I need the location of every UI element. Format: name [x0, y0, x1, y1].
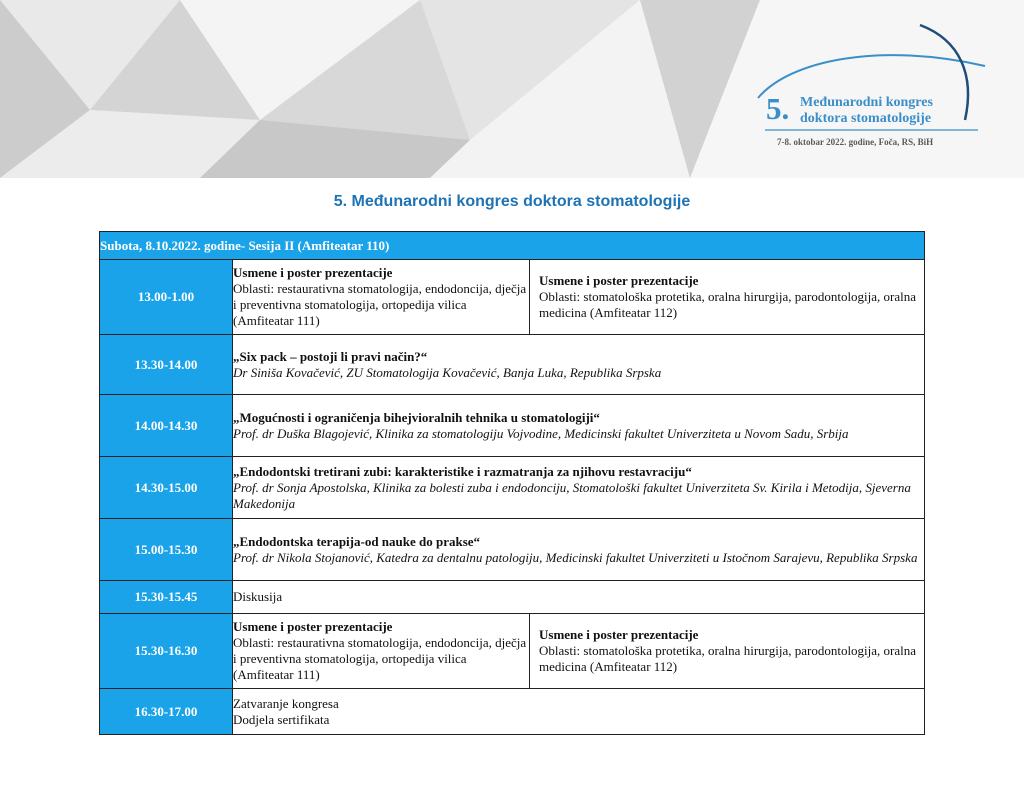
lecture-author: Prof. dr Nikola Stojanović, Katedra za dentalnu patologiju, Medicinski fakultet Univerziteti u Istočnom Sarajevu, Republika Srpska: [233, 549, 918, 565]
time-cell: 16.30-17.00: [100, 689, 233, 735]
session-header: Subota, 8.10.2022. godine- Sesija II (Amfiteatar 110): [100, 232, 925, 260]
lecture-author: Prof. dr Sonja Apostolska, Klinika za bolesti zuba i endodonciju, Stomatološki fakultet Univerziteta Sv. Kirila i Metodija, Sjeverna Makedonija: [233, 479, 911, 511]
content-cell: [233, 457, 925, 519]
table-row: [100, 395, 925, 457]
content-cell: [233, 395, 925, 457]
time-cell: 14.00-14.30: [100, 395, 233, 457]
time-cell: 15.30-15.45: [100, 581, 233, 614]
content-cell-right: [530, 260, 925, 335]
lecture-title: „Six pack – postoji li pravi način?“: [233, 348, 428, 364]
session-title: Usmene i poster prezentacije: [539, 273, 699, 288]
time-cell: 15.30-16.30: [100, 614, 233, 689]
discussion-text: Diskusija: [233, 589, 283, 604]
logo-number: 5.: [766, 91, 790, 126]
table-row: [100, 581, 925, 614]
logo-title-line2: doktora stomatologije: [800, 111, 932, 126]
session-title: Usmene i poster prezentacije: [539, 627, 699, 642]
content-cell: [233, 689, 925, 735]
table-header-row: [100, 232, 925, 260]
table-row: [100, 457, 925, 519]
content-cell: [233, 335, 925, 395]
time-cell: 14.30-15.00: [100, 457, 233, 519]
lecture-title: „Mogućnosti i ograničenja bihejvioralnih tehnika u stomatologiji“: [233, 409, 600, 425]
certificates-line: Dodjela sertifikata: [233, 711, 330, 727]
content-cell-left: [233, 260, 530, 335]
lecture-title: „Endodontski tretirani zubi: karakteristike i razmatranja za njihovu restavraciju“: [233, 463, 692, 479]
session-title: Usmene i poster prezentacije: [233, 619, 393, 634]
time-cell: 15.00-15.30: [100, 519, 233, 581]
content-cell: [233, 581, 925, 614]
session-text: Oblasti: restaurativna stomatologija, endodoncija, dječja i preventivna stomatologija, ortopedija vilica (Amfiteatar 111): [233, 635, 527, 682]
table-row: [100, 260, 925, 335]
logo-date: 7-8. oktobar 2022. godine, Foča, RS, BiH: [777, 137, 934, 147]
content-cell-right: [530, 614, 925, 689]
closing-line: Zatvaranje kongresa: [233, 695, 339, 711]
time-cell: 13.30-14.00: [100, 335, 233, 395]
page-title: 5. Međunarodni kongres doktora stomatologije: [333, 193, 691, 210]
content-cell: [233, 519, 925, 581]
session-title: Usmene i poster prezentacije: [233, 265, 393, 280]
lecture-title: „Endodontska terapija-od nauke do prakse“: [233, 533, 481, 549]
logo-title-line1: Međunarodni kongres: [800, 95, 933, 110]
table-row: [100, 519, 925, 581]
time-cell: 13.00-1.00: [100, 260, 233, 335]
table-row: [100, 614, 925, 689]
session-text: Oblasti: stomatološka protetika, oralna hirurgija, parodontologija, oralna medicina (Amfiteatar 112): [539, 289, 917, 320]
session-text: Oblasti: restaurativna stomatologija, endodoncija, dječja i preventivna stomatologija, ortopedija vilica (Amfiteatar 111): [233, 281, 527, 328]
lecture-author: Dr Siniša Kovačević, ZU Stomatologija Kovačević, Banja Luka, Republika Srpska: [233, 364, 662, 380]
header-banner: [0, 0, 1024, 178]
table-row: [100, 689, 925, 735]
session-text: Oblasti: stomatološka protetika, oralna hirurgija, parodontologija, oralna medicina (Amfiteatar 112): [539, 643, 917, 674]
lecture-author: Prof. dr Duška Blagojević, Klinika za stomatologiju Vojvodine, Medicinski fakultet Univerziteta u Novom Sadu, Srbija: [233, 425, 849, 441]
schedule-table: [99, 231, 925, 735]
content-cell-left: [233, 614, 530, 689]
table-row: [100, 335, 925, 395]
